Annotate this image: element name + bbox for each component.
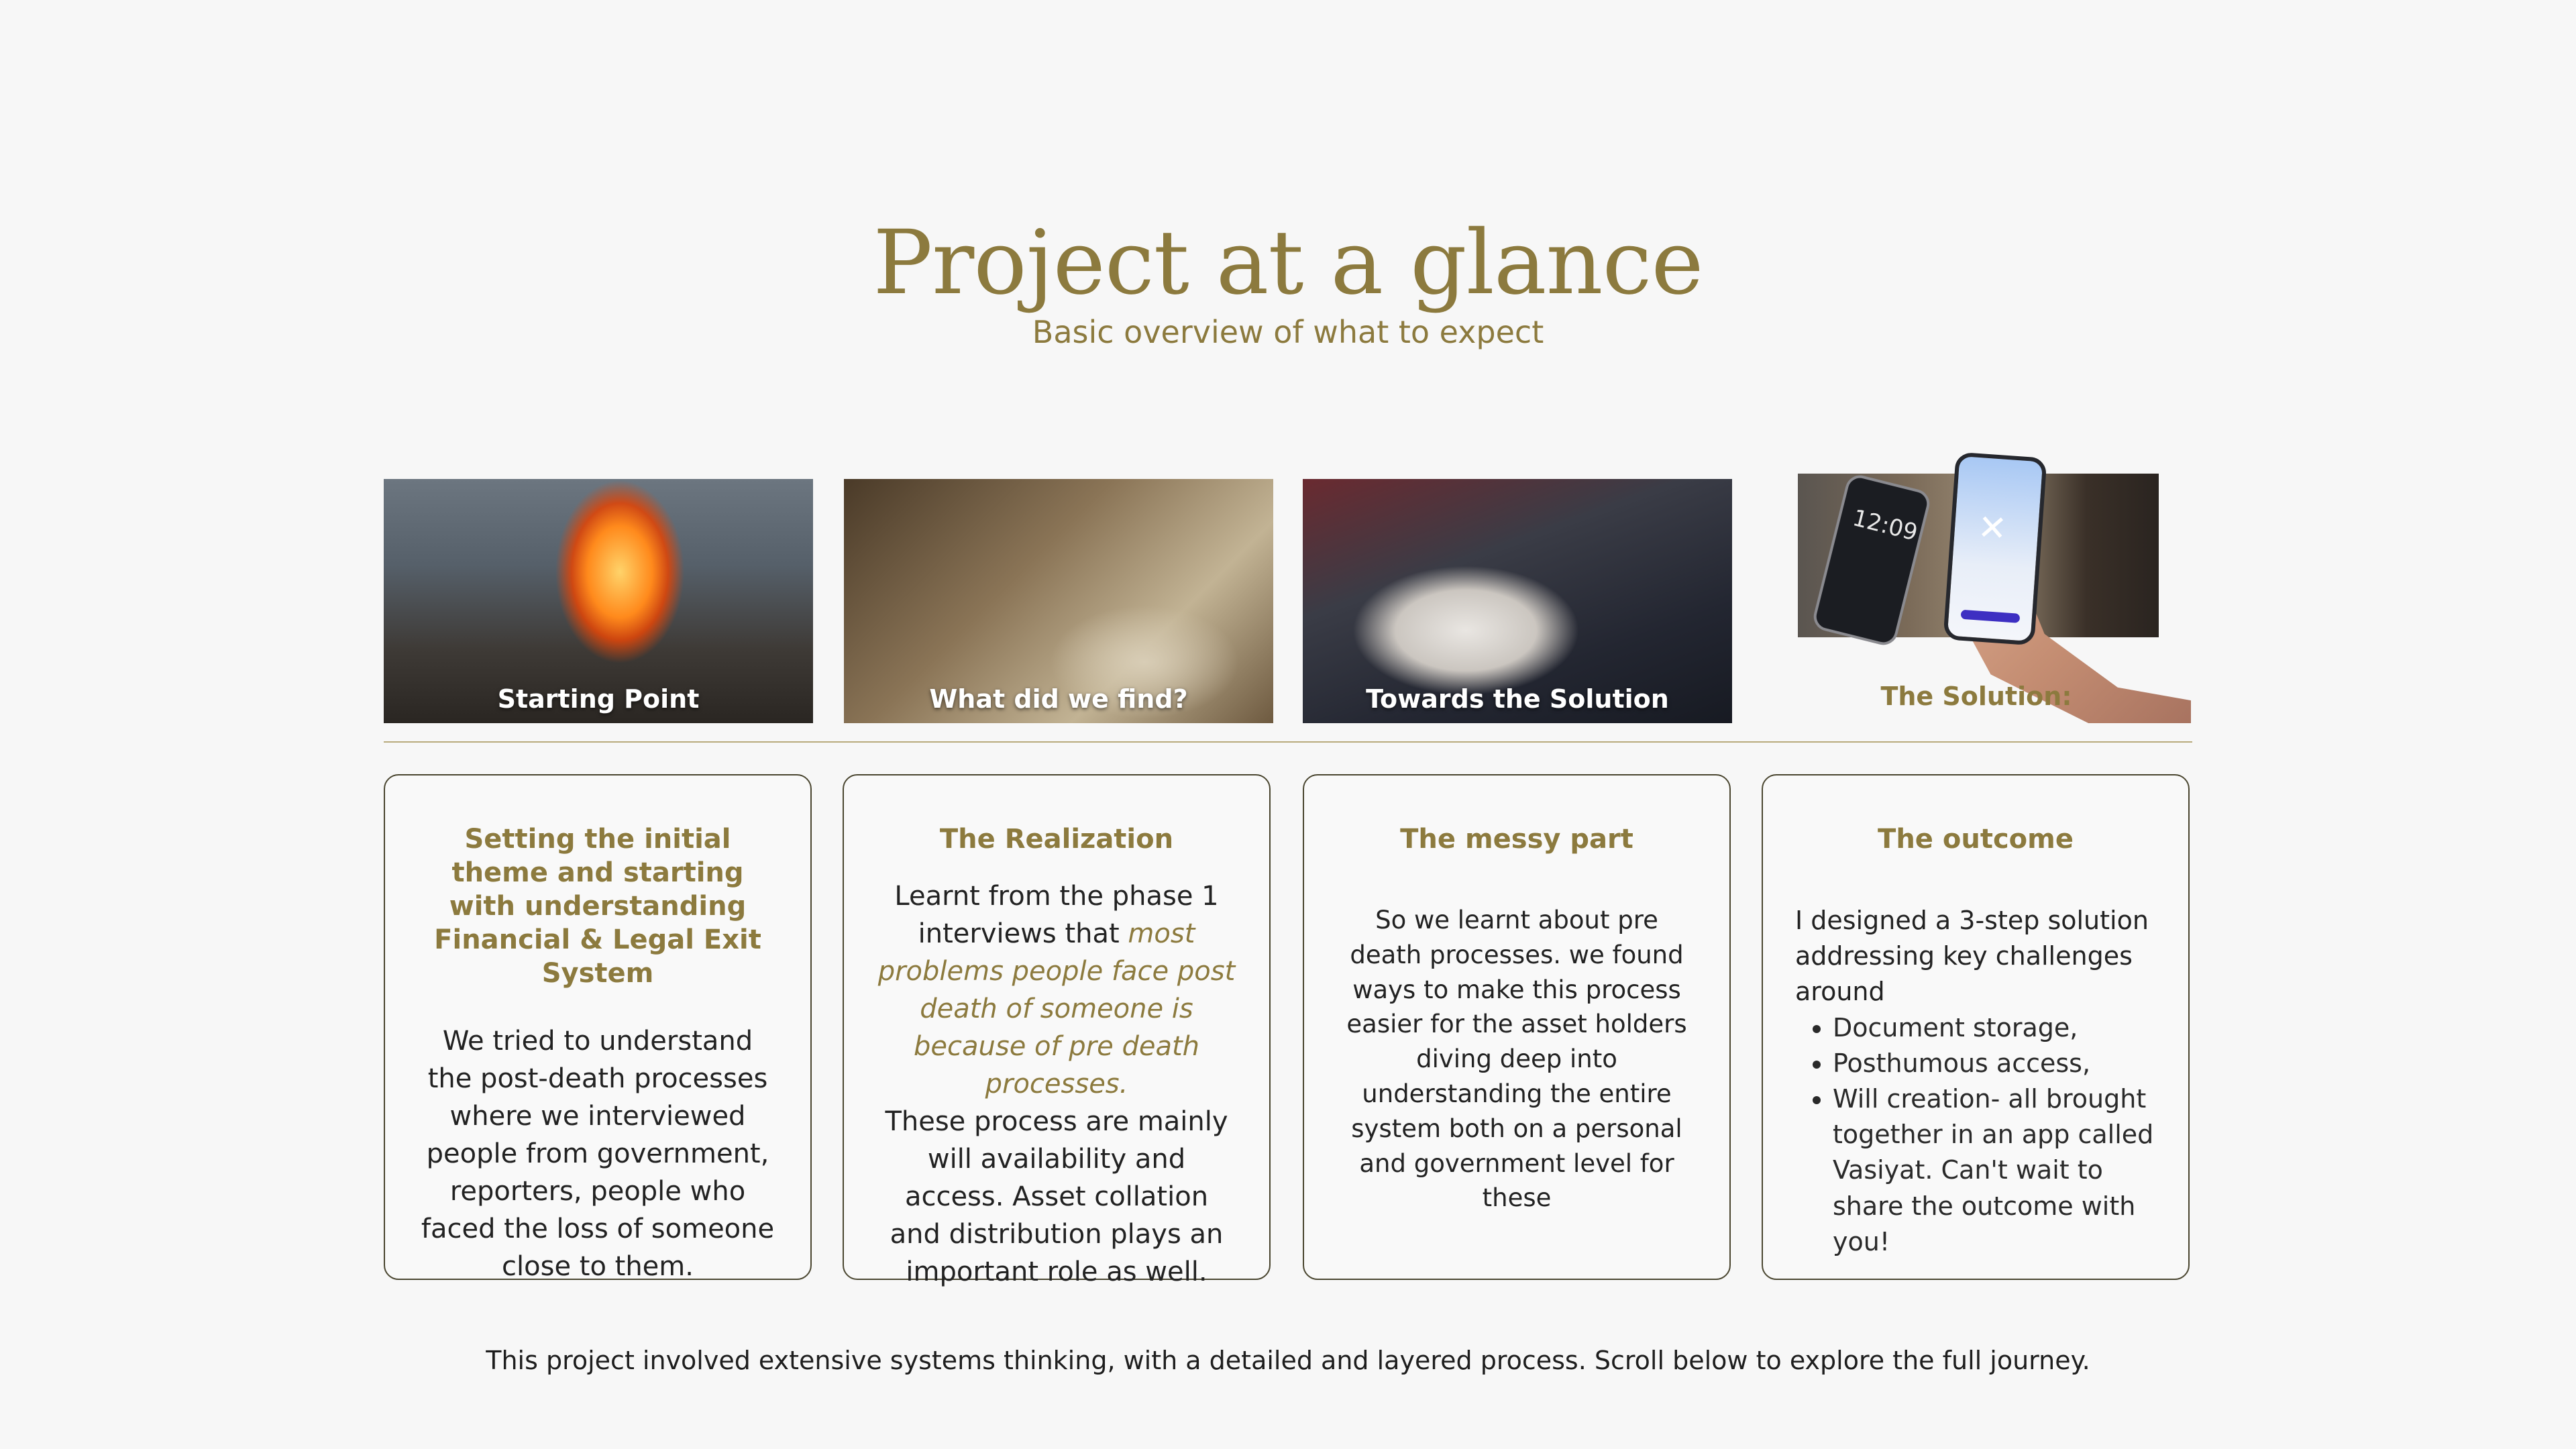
card-intro: I designed a 3-step solution addressing key challenges around: [1795, 906, 2149, 1007]
card-title: The messy part: [1400, 824, 1633, 855]
card-body: [876, 877, 1237, 1291]
card-body-intro: Learnt from the phase 1 interviews that: [894, 881, 1219, 949]
footer-note: This project involved extensive systems thinking, with a detailed and layered process. Scroll below to explore the full journey.: [486, 1346, 2090, 1375]
app-logo-icon: ✕: [1976, 507, 2008, 550]
app-cta-bar: [1961, 610, 2021, 623]
card-messy-part: [1303, 774, 1731, 1280]
card-title: The Realization: [939, 824, 1174, 855]
list-item: • Document storage,: [1833, 1010, 2156, 1046]
page-title: Project at a glance: [873, 211, 1703, 315]
card-title: Setting the initial theme and starting with understanding Financial & Legal Exit System: [434, 824, 761, 989]
starting-point-caption: Starting Point: [497, 684, 700, 714]
findings-image[interactable]: [844, 479, 1273, 723]
card-title: The outcome: [1878, 824, 2074, 855]
phone-clock: 12:09: [1849, 504, 1921, 547]
card-body: So we learnt about pre death processes. we found ways to make this process easier for the asset holders diving deep into understanding the entire system both on a personal and government level for these: [1346, 906, 1687, 1213]
card-body-rest: These process are mainly will availability and access. Asset collation and distribution plays an important role as well.: [885, 1106, 1228, 1287]
card-body-emphasis: most problems people face post death of someone is because of pre death processes.: [877, 918, 1236, 1099]
solution-image[interactable]: [1762, 443, 2191, 723]
outcome-list: [1795, 1010, 2156, 1260]
card-outcome: [1762, 774, 2190, 1280]
towards-solution-caption: Towards the Solution: [1366, 684, 1669, 714]
card-realization: [843, 774, 1271, 1287]
solution-caption: The Solution:: [1880, 682, 2072, 711]
section-divider: [384, 741, 2192, 743]
towards-solution-image[interactable]: [1303, 479, 1732, 723]
card-starting-point: [384, 774, 812, 1280]
list-item: • Will creation- all brought together in an app called Vasiyat. Can't wait to share the outcome with you!: [1833, 1081, 2156, 1260]
card-body: We tried to understand the post-death processes where we interviewed people from government, reporters, people who faced the loss of someone close to them.: [421, 1026, 775, 1282]
starting-point-image[interactable]: [384, 479, 813, 723]
page-subtitle: Basic overview of what to expect: [1032, 314, 1544, 350]
list-item: • Posthumous access,: [1833, 1046, 2156, 1081]
findings-caption: What did we find?: [929, 684, 1188, 714]
front-phone-mockup: [1943, 452, 2047, 646]
